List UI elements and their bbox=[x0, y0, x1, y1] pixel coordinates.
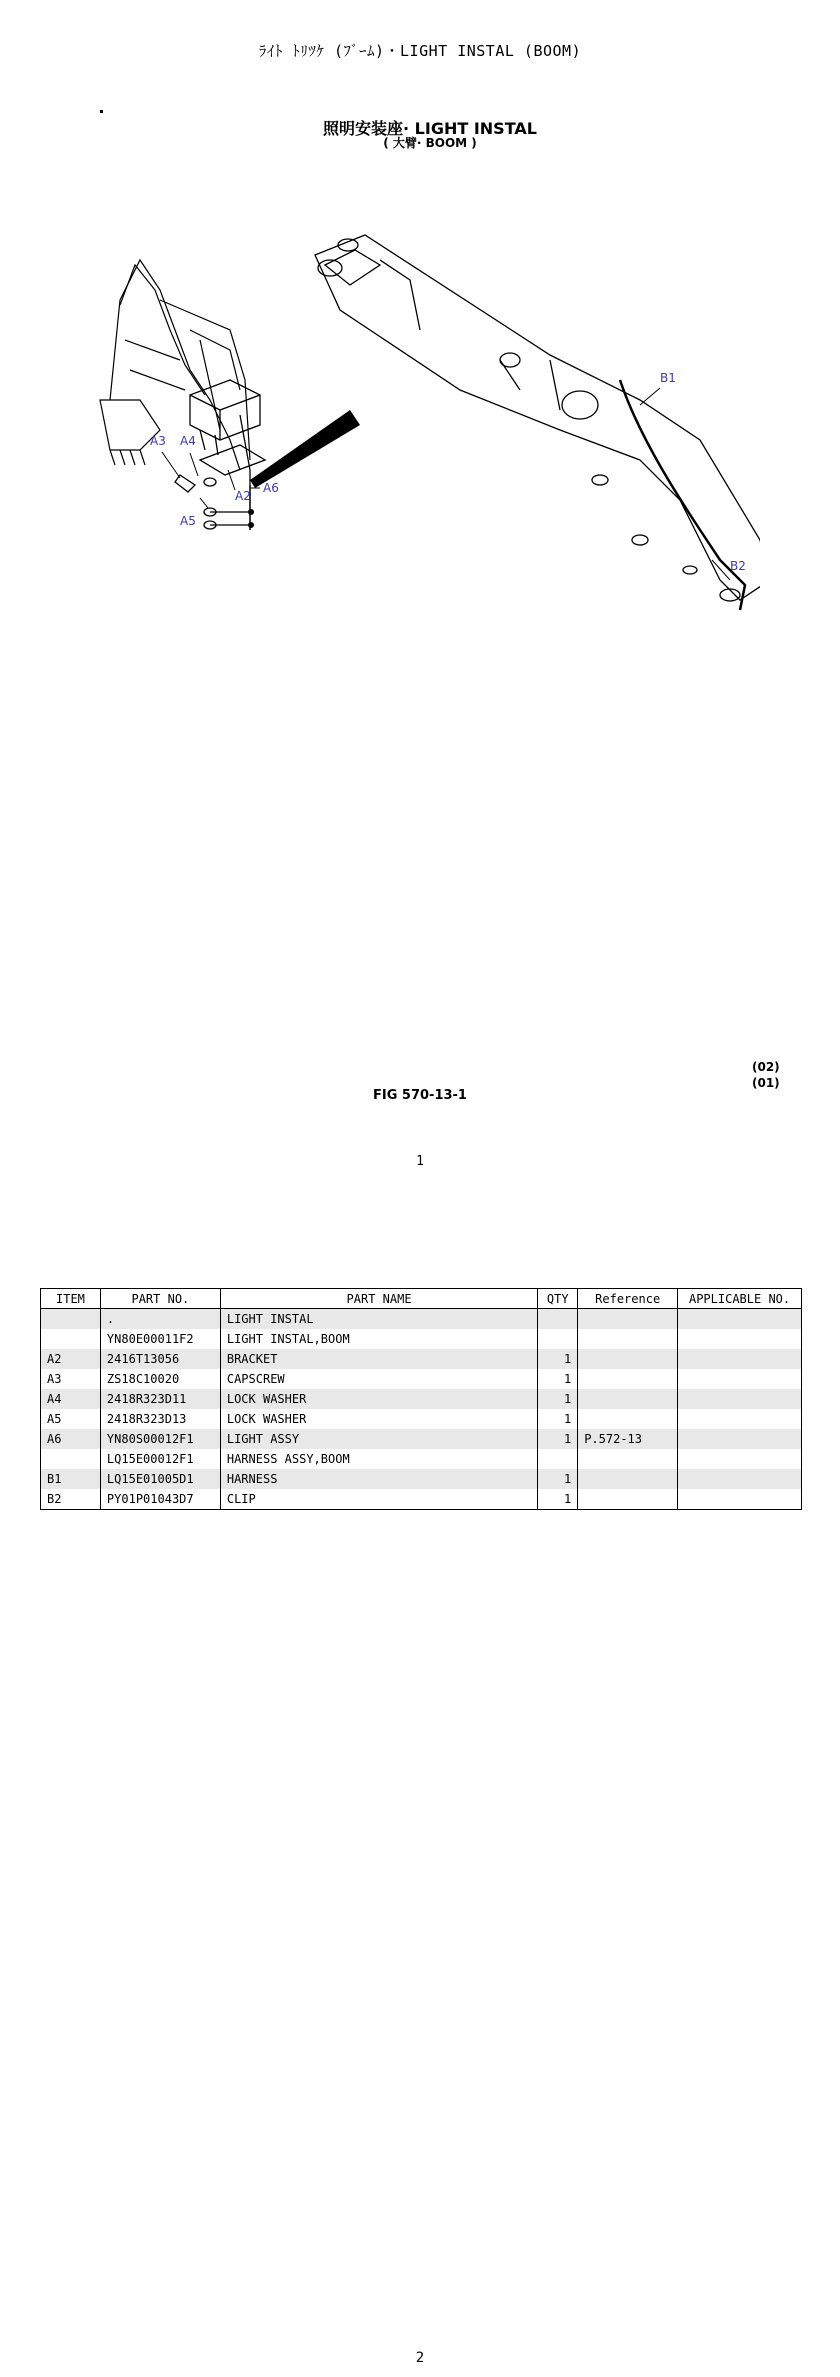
table-cell: A5 bbox=[41, 1409, 101, 1429]
table-cell bbox=[578, 1409, 678, 1429]
junction-dot bbox=[248, 509, 254, 515]
callout-A2: A2 bbox=[235, 489, 251, 503]
table-cell: A4 bbox=[41, 1389, 101, 1409]
callout-B2: B2 bbox=[730, 559, 746, 573]
table-cell: LIGHT ASSY bbox=[220, 1429, 537, 1449]
table-row bbox=[41, 1329, 802, 1349]
table-cell: ZS18C10020 bbox=[100, 1369, 220, 1389]
table-cell bbox=[678, 1409, 802, 1429]
table-cell bbox=[678, 1389, 802, 1409]
table-cell bbox=[678, 1489, 802, 1510]
page-title: ﾗｲﾄ ﾄﾘﾂｹ (ﾌﾞｰﾑ)・LIGHT INSTAL (BOOM) bbox=[258, 42, 582, 60]
table-cell bbox=[678, 1309, 802, 1330]
table-cell: B2 bbox=[41, 1489, 101, 1510]
figure-label: FIG 570-13-1 bbox=[373, 1088, 467, 1103]
table-cell: 1 bbox=[538, 1369, 578, 1389]
table-cell: PY01P01043D7 bbox=[100, 1489, 220, 1510]
light-assy-drawing bbox=[175, 380, 265, 530]
table-cell bbox=[538, 1329, 578, 1349]
table-row bbox=[41, 1369, 802, 1389]
table-cell bbox=[41, 1329, 101, 1349]
table-cell: CLIP bbox=[220, 1489, 537, 1510]
callout-B1: B1 bbox=[660, 371, 676, 385]
revision-marker: (02) bbox=[752, 1060, 780, 1074]
table-cell bbox=[538, 1449, 578, 1469]
table-row bbox=[41, 1409, 802, 1429]
column-header: Reference bbox=[578, 1289, 678, 1309]
table-cell: CAPSCREW bbox=[220, 1369, 537, 1389]
table-cell bbox=[578, 1369, 678, 1389]
table-cell: HARNESS ASSY,BOOM bbox=[220, 1449, 537, 1469]
callout-A5: A5 bbox=[180, 514, 196, 528]
table-cell bbox=[538, 1309, 578, 1330]
table-cell: 2416T13056 bbox=[100, 1349, 220, 1369]
table-cell: 2418R323D11 bbox=[100, 1389, 220, 1409]
table-cell bbox=[578, 1469, 678, 1489]
table-row bbox=[41, 1449, 802, 1469]
parts-table bbox=[40, 1288, 802, 1510]
table-cell bbox=[678, 1369, 802, 1389]
column-header: QTY bbox=[538, 1289, 578, 1309]
page-number: 2 bbox=[415, 2350, 425, 2366]
table-cell: A3 bbox=[41, 1369, 101, 1389]
table-cell: LQ15E00012F1 bbox=[100, 1449, 220, 1469]
table-row bbox=[41, 1469, 802, 1489]
diagram-subtitle: ( 大臂· BOOM ) bbox=[383, 136, 477, 150]
table-cell: LIGHT INSTAL bbox=[220, 1309, 537, 1330]
callout-A3: A3 bbox=[150, 434, 166, 448]
table-cell: 1 bbox=[538, 1429, 578, 1449]
excavator-overview-drawing bbox=[100, 260, 250, 470]
table-cell bbox=[578, 1449, 678, 1469]
table-cell: P.572-13 bbox=[578, 1429, 678, 1449]
detail-pointer bbox=[250, 410, 360, 488]
table-cell bbox=[678, 1329, 802, 1349]
table-cell: 1 bbox=[538, 1389, 578, 1409]
table-cell: B1 bbox=[41, 1469, 101, 1489]
table-cell: HARNESS bbox=[220, 1469, 537, 1489]
column-header: PART NAME bbox=[220, 1289, 537, 1309]
table-cell: LOCK WASHER bbox=[220, 1409, 537, 1429]
table-row bbox=[41, 1349, 802, 1369]
table-cell bbox=[678, 1429, 802, 1449]
table-cell: LOCK WASHER bbox=[220, 1389, 537, 1409]
boom-drawing bbox=[315, 235, 760, 601]
table-cell: . bbox=[100, 1309, 220, 1330]
callout-A6: A6 bbox=[263, 481, 279, 495]
table-cell bbox=[578, 1389, 678, 1409]
diagram-title: 照明安装座· LIGHT INSTAL bbox=[323, 119, 537, 138]
table-cell bbox=[41, 1449, 101, 1469]
boom-light-diagram bbox=[80, 140, 760, 660]
table-row bbox=[41, 1309, 802, 1330]
table-cell: 1 bbox=[538, 1469, 578, 1489]
table-cell bbox=[578, 1489, 678, 1510]
table-cell: A2 bbox=[41, 1349, 101, 1369]
table-cell bbox=[578, 1349, 678, 1369]
column-header: APPLICABLE NO. bbox=[678, 1289, 802, 1309]
table-cell bbox=[578, 1329, 678, 1349]
table-cell: YN80S00012F1 bbox=[100, 1429, 220, 1449]
table-cell: YN80E00011F2 bbox=[100, 1329, 220, 1349]
table-row bbox=[41, 1489, 802, 1510]
column-header: PART NO. bbox=[100, 1289, 220, 1309]
table-cell: A6 bbox=[41, 1429, 101, 1449]
table-cell bbox=[41, 1309, 101, 1330]
table-cell bbox=[678, 1469, 802, 1489]
revision-marker: (01) bbox=[752, 1076, 780, 1090]
table-cell bbox=[578, 1309, 678, 1330]
table-cell: BRACKET bbox=[220, 1349, 537, 1369]
table-cell: LQ15E01005D1 bbox=[100, 1469, 220, 1489]
table-row bbox=[41, 1429, 802, 1449]
table-header-row bbox=[41, 1289, 802, 1309]
table-cell: 1 bbox=[538, 1489, 578, 1510]
table-cell: 1 bbox=[538, 1409, 578, 1429]
table-row bbox=[41, 1389, 802, 1409]
table-cell: 2418R323D13 bbox=[100, 1409, 220, 1429]
sheet-number: 1 bbox=[416, 1154, 424, 1169]
stray-dot bbox=[100, 110, 103, 113]
junction-dot bbox=[248, 522, 254, 528]
table-cell: LIGHT INSTAL,BOOM bbox=[220, 1329, 537, 1349]
table-cell bbox=[678, 1449, 802, 1469]
table-cell bbox=[678, 1349, 802, 1369]
table-cell: 1 bbox=[538, 1349, 578, 1369]
callout-A4: A4 bbox=[180, 434, 196, 448]
column-header: ITEM bbox=[41, 1289, 101, 1309]
